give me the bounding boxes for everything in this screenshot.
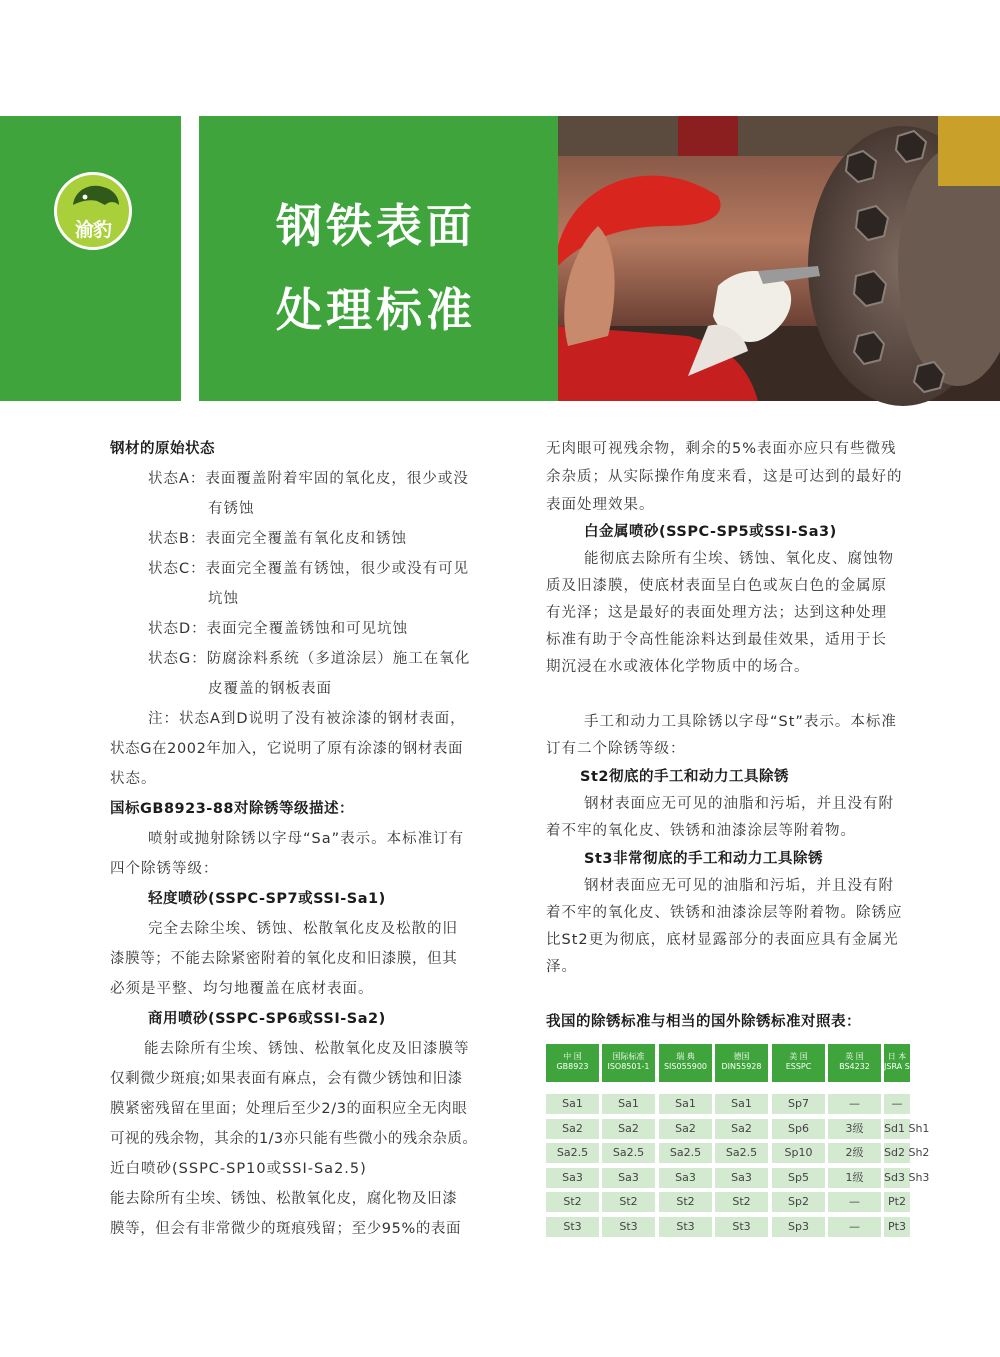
table-cell: Sd3 Sh3 [884, 1168, 910, 1188]
note-text-cont: 状态G在2002年加入，它说明了原有涂漆的钢材表面 [110, 741, 464, 757]
table-cell: Sa2 [715, 1119, 768, 1139]
state-a-text-cont: 有锈蚀 [208, 501, 255, 517]
table-cell: St3 [715, 1217, 768, 1237]
table-header-cell [828, 1044, 881, 1082]
table-cell: Sa2.5 [602, 1143, 655, 1163]
table-cell: Sa2 [546, 1119, 599, 1139]
sa3-text-line4: 标准有助于令高性能涂料达到最佳效果，适用于长 [546, 632, 887, 648]
header-title-panel [199, 116, 558, 401]
table-cell: Sp2 [772, 1192, 825, 1212]
sa3-heading: 白金属喷砂(SSPC-SP5或SSI-Sa3) [584, 524, 837, 540]
table-cell: Sa1 [715, 1094, 768, 1114]
table-header-country: 瑞 典 [676, 1052, 695, 1061]
table-cell: Sa2 [659, 1119, 712, 1139]
table-cell: Sp5 [772, 1168, 825, 1188]
page-title-line-1: 钢铁表面 [276, 199, 476, 253]
table-header-cell [884, 1044, 925, 1082]
table-header-cell [772, 1044, 825, 1082]
sa25-text-line3: 无肉眼可视残余物，剩余的5%表面亦应只有些微残 [546, 441, 897, 457]
table-cell: Sd2 Sh2 [884, 1143, 910, 1163]
table-cell: St2 [715, 1192, 768, 1212]
table-header-cell [602, 1044, 655, 1082]
sa2-text-line3: 膜紧密残留在里面；处理后至少2/3的面积应全无肉眼 [110, 1101, 468, 1117]
table-cell: Sa3 [546, 1168, 599, 1188]
table-header-cell [715, 1044, 768, 1082]
table-cell: — [884, 1094, 910, 1114]
table-cell: St3 [602, 1217, 655, 1237]
sa1-heading: 轻度喷砂(SSPC-SP7或SSI-Sa1) [148, 891, 386, 907]
sa25-text-line5: 表面处理效果。 [546, 497, 655, 513]
table-cell: Sa2.5 [715, 1143, 768, 1163]
table-header-country: 日 本 [887, 1052, 907, 1061]
table-header-standard: JSRA SPSS [884, 1062, 925, 1071]
table-header-country: 美 国 [789, 1052, 808, 1061]
table-header-standard: ESSPC [785, 1062, 812, 1071]
table-cell: Sa1 [602, 1094, 655, 1114]
st-intro-text: 手工和动力工具除锈以字母“St”表示。本标准 [584, 714, 897, 730]
table-header-standard: DIN55928 [721, 1062, 762, 1071]
table-cell: — [828, 1217, 881, 1237]
table-cell: Sa1 [546, 1094, 599, 1114]
table-cell: Sp3 [772, 1217, 825, 1237]
state-g-text-cont: 皮覆盖的钢板表面 [208, 681, 332, 697]
sa1-text: 完全去除尘埃、锈蚀、松散氧化皮及松散的旧 [148, 921, 458, 937]
table-header-standard: BS4232 [839, 1062, 870, 1071]
state-b-text: 状态B：表面完全覆盖有氧化皮和锈蚀 [148, 531, 407, 547]
table-cell: Sp10 [772, 1143, 825, 1163]
table-cell: Sa1 [659, 1094, 712, 1114]
st3-text-line3: 比St2更为彻底，底材显露部分的表面应具有金属光 [546, 932, 899, 948]
table-header-standard: ISO8501-1 [607, 1062, 650, 1071]
table-header-country: 中 国 [563, 1052, 582, 1061]
sa25-heading: 近白喷砂(SSPC-SP10或SSI-Sa2.5) [110, 1161, 367, 1177]
sa2-heading: 商用喷砂(SSPC-SP6或SSI-Sa2) [148, 1011, 386, 1027]
st3-text-line2: 着不牢的氧化皮、铁锈和油漆涂层等附着物。除锈应 [546, 905, 903, 921]
st3-heading: St3非常彻底的手工和动力工具除锈 [584, 851, 823, 867]
sa1-text-end: 必须是平整、均匀地覆盖在底材表面。 [110, 981, 374, 997]
table-header-country: 国际标准 [612, 1052, 645, 1061]
table-cell: Sp7 [772, 1094, 825, 1114]
table-cell: Pt2 [884, 1192, 910, 1212]
sa25-text-cont: 膜等，但会有非常微少的斑痕残留；至少95%的表面 [110, 1221, 462, 1237]
table-header-standard: GB8923 [556, 1062, 589, 1071]
note-text: 注：状态A到D说明了没有被涂漆的钢材表面， [148, 711, 466, 727]
header-green-band-left [0, 116, 181, 401]
table-cell: St2 [602, 1192, 655, 1212]
table-cell: 3级 [828, 1119, 881, 1139]
state-g-text: 状态G：防腐涂料系统（多道涂层）施工在氧化 [148, 651, 471, 667]
sa25-text: 能去除所有尘埃、锈蚀、松散氧化皮，腐化物及旧漆 [110, 1191, 458, 1207]
table-cell: Sa2 [602, 1119, 655, 1139]
st2-text: 钢材表面应无可见的油脂和污垢，并且没有附 [584, 796, 894, 812]
st2-heading: St2彻底的手工和动力工具除锈 [580, 769, 789, 785]
sa3-text: 能彻底去除所有尘埃、锈蚀、氧化皮、腐蚀物 [584, 551, 894, 567]
sa25-text-line4: 余杂质；从实际操作角度来看，这是可达到的最好的 [546, 469, 903, 485]
table-cell: St3 [659, 1217, 712, 1237]
table-cell: Sp6 [772, 1119, 825, 1139]
st-intro-text-cont: 订有二个除锈等级： [546, 741, 686, 757]
sa-intro-text: 喷射或抛射除锈以字母“Sa”表示。本标准订有 [148, 831, 465, 847]
table-cell: Sa2.5 [546, 1143, 599, 1163]
table-cell: Sa3 [602, 1168, 655, 1188]
table-cell: Sa2.5 [659, 1143, 712, 1163]
note-text-end: 状态。 [110, 771, 157, 787]
table-cell: Sa3 [715, 1168, 768, 1188]
table-cell: 2级 [828, 1143, 881, 1163]
table-cell: Pt3 [884, 1217, 910, 1237]
table-cell: — [828, 1094, 881, 1114]
table-cell: St2 [659, 1192, 712, 1212]
table-header-cell [659, 1044, 712, 1082]
table-cell: Sd1 Sh1 [884, 1119, 910, 1139]
st3-text: 钢材表面应无可见的油脂和污垢，并且没有附 [584, 878, 894, 894]
brand-logo-text: 渝豹 [74, 219, 111, 241]
section-heading-original-state: 钢材的原始状态 [110, 441, 215, 457]
table-cell: Sa3 [659, 1168, 712, 1188]
sa1-text-cont: 漆膜等；不能去除紧密附着的氧化皮和旧漆膜，但其 [110, 951, 458, 967]
table-header-standard: SIS055900 [663, 1062, 708, 1071]
table-header-cell [546, 1044, 599, 1082]
table-cell: St3 [546, 1217, 599, 1237]
comparison-table-title: 我国的除锈标准与相当的国外除锈标准对照表： [546, 1014, 861, 1030]
brand-logo [54, 172, 132, 250]
page-title-line-2: 处理标准 [276, 283, 476, 337]
sa3-text-line2: 质及旧漆膜，使底材表面呈白色或灰白色的金属原 [546, 578, 887, 594]
table-cell: — [828, 1192, 881, 1212]
sa3-text-line3: 有光泽；这是最好的表面处理方法；达到这种处理 [546, 605, 887, 621]
state-d-text: 状态D：表面完全覆盖锈蚀和可见坑蚀 [148, 621, 409, 637]
state-c-text: 状态C：表面完全覆盖有锈蚀，很少或没有可见 [148, 561, 470, 577]
table-header-country: 英 国 [845, 1052, 864, 1061]
st2-text-cont: 着不牢的氧化皮、铁锈和油漆涂层等附着物。 [546, 823, 856, 839]
table-cell: St2 [546, 1192, 599, 1212]
table-header-country: 德国 [733, 1052, 750, 1061]
state-c-text-cont: 坑蚀 [208, 591, 239, 607]
state-a-text: 状态A：表面覆盖附着牢固的氧化皮，很少或没 [148, 471, 469, 487]
sa3-text-line5: 期沉浸在水或液体化学物质中的场合。 [546, 659, 810, 675]
st3-text-line4: 泽。 [546, 959, 577, 975]
sa2-text: 能去除所有尘埃、锈蚀、松散氧化皮及旧漆膜等 [144, 1041, 470, 1057]
sa-intro-text-cont: 四个除锈等级： [110, 861, 219, 877]
header-photo-worker-flange [558, 116, 1000, 401]
table-cell: 1级 [828, 1168, 881, 1188]
sa2-text-line2: 仅剩微少斑痕;如果表面有麻点，会有微少锈蚀和旧漆 [110, 1071, 463, 1087]
section-heading-gb8923: 国标GB8923-88对除锈等级描述： [110, 801, 355, 817]
sa2-text-line4: 可视的残余物，其余的1/3亦只能有些微小的残余杂质。 [110, 1131, 478, 1147]
